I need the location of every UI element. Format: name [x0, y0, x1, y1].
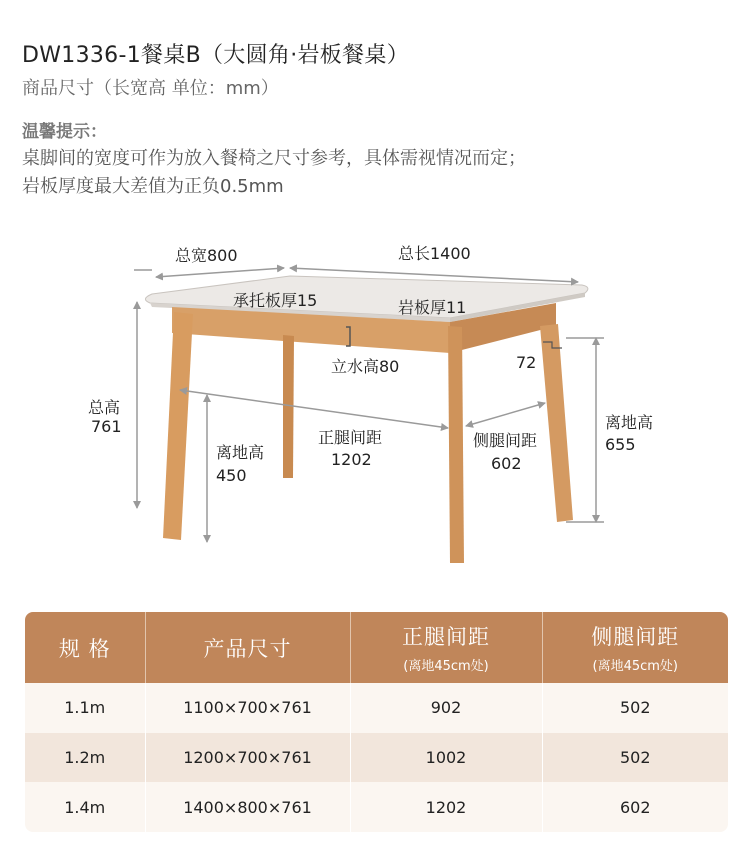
leg-size-label: 72	[516, 353, 537, 372]
cell-spec: 1.1m	[25, 683, 145, 733]
table-row	[25, 782, 728, 832]
spec-table	[25, 612, 728, 832]
tips-line-2: 岩板厚度最大差值为正负0.5mm	[22, 176, 284, 197]
cell-size: 1100×700×761	[145, 683, 350, 733]
cell-front-gap: 902	[350, 683, 542, 733]
leg-front-right	[448, 326, 464, 563]
front-leg-gap-value: 1202	[331, 450, 372, 469]
side-leg-gap-label: 侧腿间距	[473, 431, 538, 450]
ground-clearance-left-label: 离地高	[216, 443, 265, 462]
leg-back-right	[540, 324, 573, 522]
cell-front-gap: 1002	[350, 733, 542, 783]
total-height-value: 761	[91, 417, 122, 436]
table-row	[25, 683, 728, 733]
header-cell-spec: 规 格	[25, 612, 145, 683]
cell-side-gap: 602	[542, 782, 728, 832]
total-length-label: 总长1400	[398, 244, 471, 263]
size-subtitle: 商品尺寸（长宽高 单位：mm）	[22, 78, 279, 99]
leg-front-left	[163, 312, 193, 540]
header-cell-side-gap: 侧腿间距 (离地45cm处)	[542, 612, 728, 683]
table-dimension-diagram	[0, 230, 750, 575]
header-cell-size: 产品尺寸	[145, 612, 350, 683]
total-width-label: 总宽800	[175, 246, 238, 265]
slab-thickness-label: 岩板厚11	[398, 298, 467, 317]
cell-spec: 1.4m	[25, 782, 145, 832]
ground-clearance-right-label: 离地高	[605, 413, 654, 432]
front-leg-gap-label: 正腿间距	[318, 428, 383, 447]
tips-line-1: 桌脚间的宽度可作为放入餐椅之尺寸参考，具体需视情况而定；	[22, 148, 526, 169]
spec-table-header	[25, 612, 728, 683]
table-row	[25, 733, 728, 783]
product-title: DW1336-1餐桌B（大圆角·岩板餐桌）	[22, 43, 410, 68]
cell-side-gap: 502	[542, 733, 728, 783]
ground-clearance-right-value: 655	[605, 435, 636, 454]
tips-heading: 温馨提示：	[22, 122, 107, 142]
cell-spec: 1.2m	[25, 733, 145, 783]
cell-side-gap: 502	[542, 683, 728, 733]
cell-size: 1200×700×761	[145, 733, 350, 783]
ground-clearance-left-value: 450	[216, 466, 247, 485]
side-leg-gap-value: 602	[491, 454, 522, 473]
support-board-label: 承托板厚15	[233, 291, 318, 310]
cell-front-gap: 1202	[350, 782, 542, 832]
header-cell-front-gap: 正腿间距 (离地45cm处)	[350, 612, 542, 683]
cell-size: 1400×800×761	[145, 782, 350, 832]
apron-height-label: 立水高80	[331, 357, 400, 376]
table-top	[145, 276, 587, 353]
total-height-label: 总高	[88, 398, 121, 417]
